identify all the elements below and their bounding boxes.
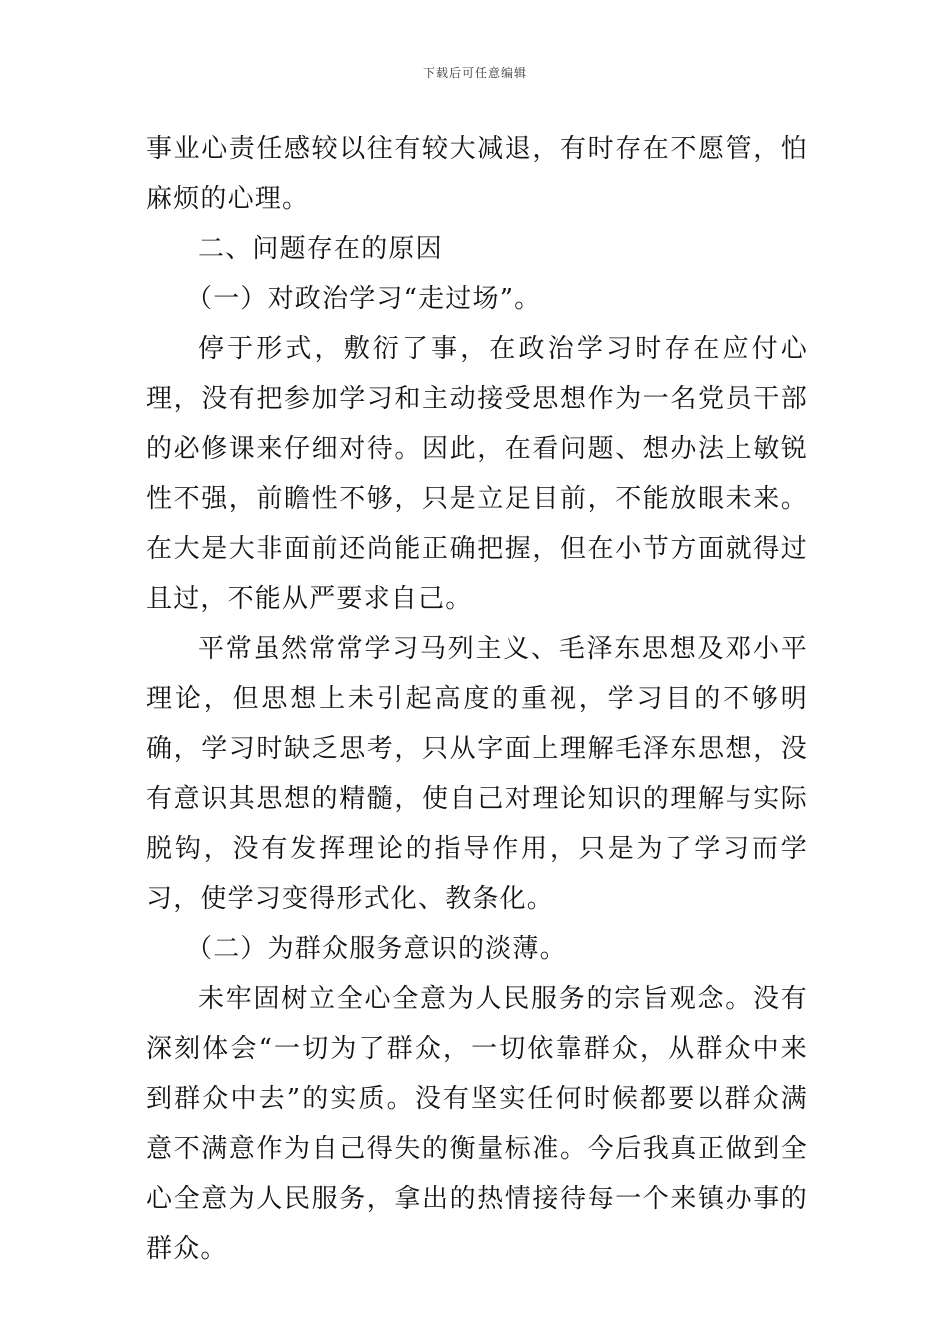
subsection-heading-1: （一）对政治学习“走过场”。	[186, 284, 542, 314]
paragraph-continued: 事业心责任感较以往有较大减退，有时存在不愿管，怕麻烦的心理。	[146, 134, 808, 214]
paragraph-body-2: 平常虽然常常学习马列主义、毛泽东思想及邓小平理论，但思想上未引起高度的重视，学习目的不够明确，学习时缺乏思考，只从字面上理解毛泽东思想，没有意识其思想的精髓，使自己对理论知识的理解与实际脱钩，没有发挥理论的指导作用，只是为了学习而学习，使学习变得形式化、教条化。	[146, 634, 808, 914]
paragraph-body-3: 未牢固树立全心全意为人民服务的宗旨观念。没有深刻体会“一切为了群众，一切依靠群众，从群众中来到群众中去”的实质。没有坚实任何时候都要以群众满意不满意作为自己得失的衡量标准。今后我真正做到全心全意为人民服务，拿出的热情接待每一个来镇办事的群众。	[146, 984, 808, 1264]
document-body	[146, 124, 808, 1274]
subsection-heading-2: （二）为群众服务意识的淡薄。	[186, 934, 567, 964]
section-heading: 二、问题存在的原因	[198, 234, 443, 264]
page-header-note: 下载后可任意编辑	[422, 66, 527, 80]
paragraph-body-1: 停于形式，敷衍了事，在政治学习时存在应付心理，没有把参加学习和主动接受思想作为一名党员干部的必修课来仔细对待。因此，在看问题、想办法上敏锐性不强，前瞻性不够，只是立足目前，不能放眼未来。在大是大非面前还尚能正确把握，但在小节方面就得过且过，不能从严要求自己。	[146, 334, 808, 614]
